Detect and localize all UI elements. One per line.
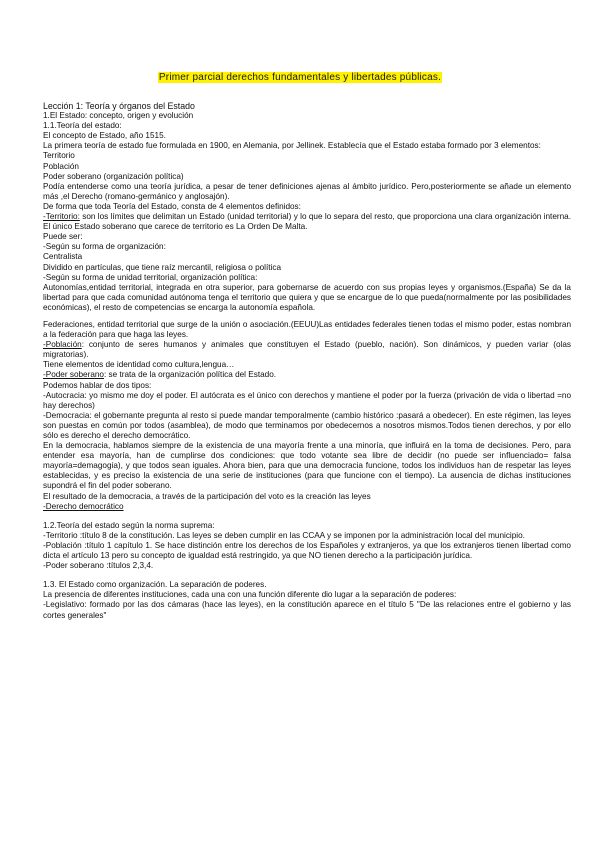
s12-territorio: -Territorio :título 8 de la constitución. Las leyes se deben cumplir en las CCAA y se imponen por la administración local del municipio. [43,530,525,540]
s12-poder: -Poder soberano :títulos 2,3,4. [43,561,154,571]
spacer [43,313,571,320]
territorio-label: -Territorio: [43,212,80,222]
en-democracia-paragraph: En la democracia, hablamos siempre de la existencia de una mayoría frente a una minoría, que influirá en la toma de decisiones. Pero, para entender esa mayoría, han de cumplirse dos condiciones: que todo votante sea libre de decidir (no puede ser influenciado= falsa mayoría=demagogia), y que todos sean iguales. Ahora bien, para que una democracia funcione, todos los individuos han de respetar las leyes establecidas, y es preciso la existencia de una serie de instituciones (para que funcione con el tiempo). La ausencia de dichas instituciones supondrá el fin del poder soberano. [43,441,571,491]
first-theory-paragraph: La primera teoría de estado fue formulada en 1900, en Alemania, por Jellinek. Establecía que el Estado estaba formado por 3 elementos: [43,141,541,151]
resultado-paragraph: El resultado de la democracia, a través de la participación del voto es la creación las leyes [43,491,371,501]
poblacion-text: : conjunto de seres humanos y animales que constituyen el Estado (pueblo, nación). Son dinámicos, y pueden variar (olas migratorias). [43,340,571,360]
segun-unidad-territorial: -Según su forma de unidad territorial, organización política: [43,272,258,282]
poder-text: : se trata de la organización política del Estado. [104,370,277,380]
s12-poblacion: -Población :título 1 capítulo 1. Se hace distinción entre los derechos de los Españoles y extranjeros, ya que los extranjeros tienen libertad como dicta el artículo 13 pero su concepto de igualdad está restringido, ya que NO tienen derecho a la participación jurídica. [43,540,571,561]
poder-label: -Poder soberano [43,370,104,380]
centralista: Centralista [43,252,83,262]
autocracia-paragraph: -Autocracia: yo mismo me doy el poder. El autócrata es el único con derechos y mantiene el poder por la fuerza (privación de vida o libertad =no hay derechos) [43,390,571,410]
federaciones-paragraph: Federaciones, entidad territorial que surge de la unión o asociación.(EEUU)Las entidades federales tienen todas el mismo poder, estas nombran a la federación para que haga las leyes. [43,319,571,340]
derecho-democratico: -Derecho democrático [43,501,124,511]
s13-legislativo: -Legislativo: formado por las dos cámaras (hace las leyes), en la constitución aparece en el título 5 "De las relaciones entre el gobierno y las cortes generales" [43,600,571,620]
legal-theory-paragraph: Podía entenderse como una teoría jurídica, a pesar de tener definiciones ajenas al ámbito jurídico. Pero,posteriormente se añade un elemento más ,el Derecho (romano-germánico y anglosajón). [43,181,571,201]
document-title-text: Primer parcial derechos fundamentales y libertades públicas. [158,72,442,83]
lesson-heading: Lección 1: Teoría y órganos del Estado [43,101,195,111]
democracia-paragraph: -Democracia: el gobernante pregunta al resto si puede mandar temporalmente (cambio histórico :pasará a obedecer). En este régimen, las leyes son puestas en común por todos (asamblea), de modo que terminamos por obedecernos a nosotros mismos.Todos tienen derechos, y por ello sólo es derecho el derecho democrático. [43,410,571,440]
document-title [0,72,600,83]
element-poder-soberano: Poder soberano (organización política) [43,171,184,181]
element-poblacion: Población [43,161,79,171]
section-1-3-heading: 1.3. El Estado como organización. La separación de poderes. [43,580,267,590]
poder-paragraph [43,370,571,380]
territorio-text: son los límites que delimitan un Estado (unidad territorial) y lo que lo separa del resto, que proporciona una clara organización interna. El único Estado soberano que carece de territorio es La Orden De Malta. [43,212,571,232]
territorio-paragraph [43,212,571,232]
tipos-paragraph: Podemos hablar de dos tipos: [43,380,152,390]
poblacion-label: -Población [43,340,82,350]
autonomias-paragraph: Autonomías,entidad territorial, integrada en otra superior, para gobernarse de acuerdo con sus propias leyes y organismos.(España) Se da la libertad para que cada comunidad autónoma tenga el territorio que quiera y que se encargue de lo que pueda(normalmente por las posibilidades económicas), el resto de competencias se encarga la autonomía española. [43,282,571,312]
section-1-2-heading: 1.2.Teoría del estado según la norma suprema: [43,520,215,530]
s13-presencia: La presencia de diferentes instituciones, cada una con una función diferente dio lugar a la separación de poderes: [43,590,457,600]
section-1-1-heading: 1.1.Teoría del estado: [43,121,122,131]
spacer [43,512,571,521]
identidad-paragraph: Tiene elementos de identidad como cultura,lengua… [43,360,235,370]
poblacion-paragraph [43,340,571,360]
four-elements-paragraph: De forma que toda Teoría del Estado, consta de 4 elementos definidos: [43,201,301,211]
spacer [43,571,571,580]
section-1-heading: 1.El Estado: concepto, origen y evolución [43,111,194,121]
element-territorio: Territorio [43,151,75,161]
puede-ser: Puede ser: [43,232,83,242]
segun-organizacion: -Según su forma de organización: [43,242,166,252]
document-body [43,101,571,621]
dividido: Dividido en partículas, que tiene raíz mercantil, religiosa o política [43,262,282,272]
concept-heading: El concepto de Estado, año 1515. [43,131,166,141]
